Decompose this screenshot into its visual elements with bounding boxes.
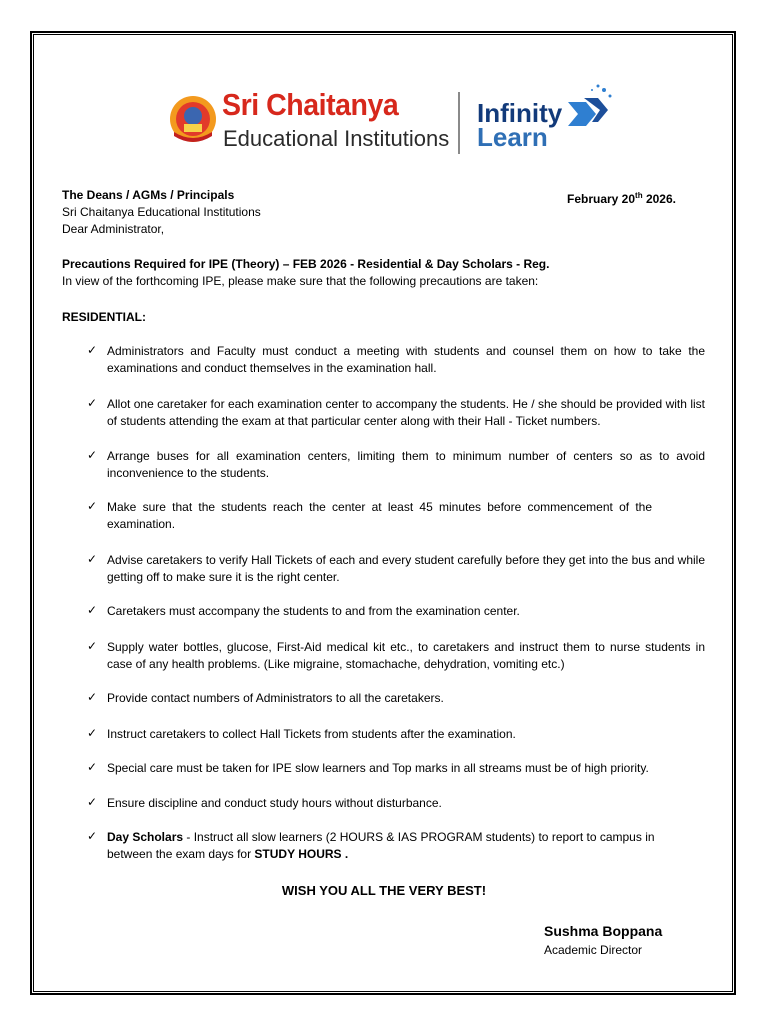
check-icon: ✓ xyxy=(87,690,98,704)
salutation: Dear Administrator, xyxy=(62,222,165,236)
organization-line: Sri Chaitanya Educational Institutions xyxy=(62,205,261,219)
day-scholars-label: Day Scholars xyxy=(107,830,184,844)
signature-name: Sushma Boppana xyxy=(544,923,663,939)
recipient-line: The Deans / AGMs / Principals xyxy=(62,188,235,202)
list-item-text: Make sure that the students reach the center at least 45 minutes before commencement of the examination. xyxy=(107,500,652,531)
list-item-text: Provide contact numbers of Administrators to all the caretakers. xyxy=(107,691,444,705)
list-item-text: Caretakers must accompany the students to and from the examination center. xyxy=(107,604,520,618)
check-icon: ✓ xyxy=(87,760,98,774)
signature-title: Academic Director xyxy=(544,943,643,957)
check-icon: ✓ xyxy=(87,639,98,653)
section-heading: RESIDENTIAL: xyxy=(62,310,146,324)
check-icon: ✓ xyxy=(87,603,98,617)
partner-logo-line1: Infinity xyxy=(477,98,563,128)
closing-line: WISH YOU ALL THE VERY BEST! xyxy=(281,883,487,898)
partner-logo-line2: Learn xyxy=(477,122,548,152)
subject-line: Precautions Required for IPE (Theory) – FEB 2026 - Residential & Day Scholars - Reg. xyxy=(62,257,550,271)
infinity-learn-arrow-icon xyxy=(558,80,614,140)
intro-line: In view of the forthcoming IPE, please make sure that the following precautions are taken: xyxy=(62,274,539,288)
brand-name: Sri Chaitanya xyxy=(222,87,399,122)
list-item-text: Supply water bottles, glucose, First-Aid medical kit etc., to caretakers and instruct them to nurse students in case of any health problems. (Like migraine, stomachache, dehydration, vomiting etc.) xyxy=(107,640,705,671)
letter-date: February 20th 2026. xyxy=(567,191,676,206)
list-item-text: Administrators and Faculty must conduct a meeting with students and counsel them on how to take the examinations and conduct themselves in the examination hall. xyxy=(107,344,705,375)
check-icon: ✓ xyxy=(87,795,98,809)
list-item-text: Advise caretakers to verify Hall Tickets of each and every student carefully before they get into the bus and while getting off to make sure it is the right center. xyxy=(107,553,705,584)
check-icon: ✓ xyxy=(87,499,98,513)
check-icon: ✓ xyxy=(87,552,98,566)
check-icon: ✓ xyxy=(87,829,98,843)
list-item-text: Allot one caretaker for each examination center to accompany the students. He / she should be provided with list of students attending the exam at that particular center along with their Hall - Ticket numbers. xyxy=(107,397,705,428)
letterhead-logo xyxy=(168,86,608,158)
check-icon: ✓ xyxy=(87,448,98,462)
check-icon: ✓ xyxy=(87,343,98,357)
sri-chaitanya-emblem-icon xyxy=(168,94,218,144)
check-icon: ✓ xyxy=(87,726,98,740)
logo-divider xyxy=(458,92,460,154)
list-item-text: Special care must be taken for IPE slow learners and Top marks in all streams must be of high priority. xyxy=(107,761,649,775)
list-item-text: Instruct caretakers to collect Hall Tickets from students after the examination. xyxy=(107,727,516,741)
check-icon: ✓ xyxy=(87,396,98,410)
list-item-text: Arrange buses for all examination centers, limiting them to minimum number of centers so as to avoid inconvenience to the students. xyxy=(107,449,705,480)
list-item-text: Ensure discipline and conduct study hours without disturbance. xyxy=(107,796,442,810)
brand-subtitle: Educational Institutions xyxy=(223,126,450,151)
study-hours-label: STUDY HOURS . xyxy=(254,847,349,861)
list-item-text: Day Scholars - Instruct all slow learners (2 HOURS & IAS PROGRAM students) to report to campus in between the exam days for STUDY HOURS . xyxy=(107,830,655,861)
